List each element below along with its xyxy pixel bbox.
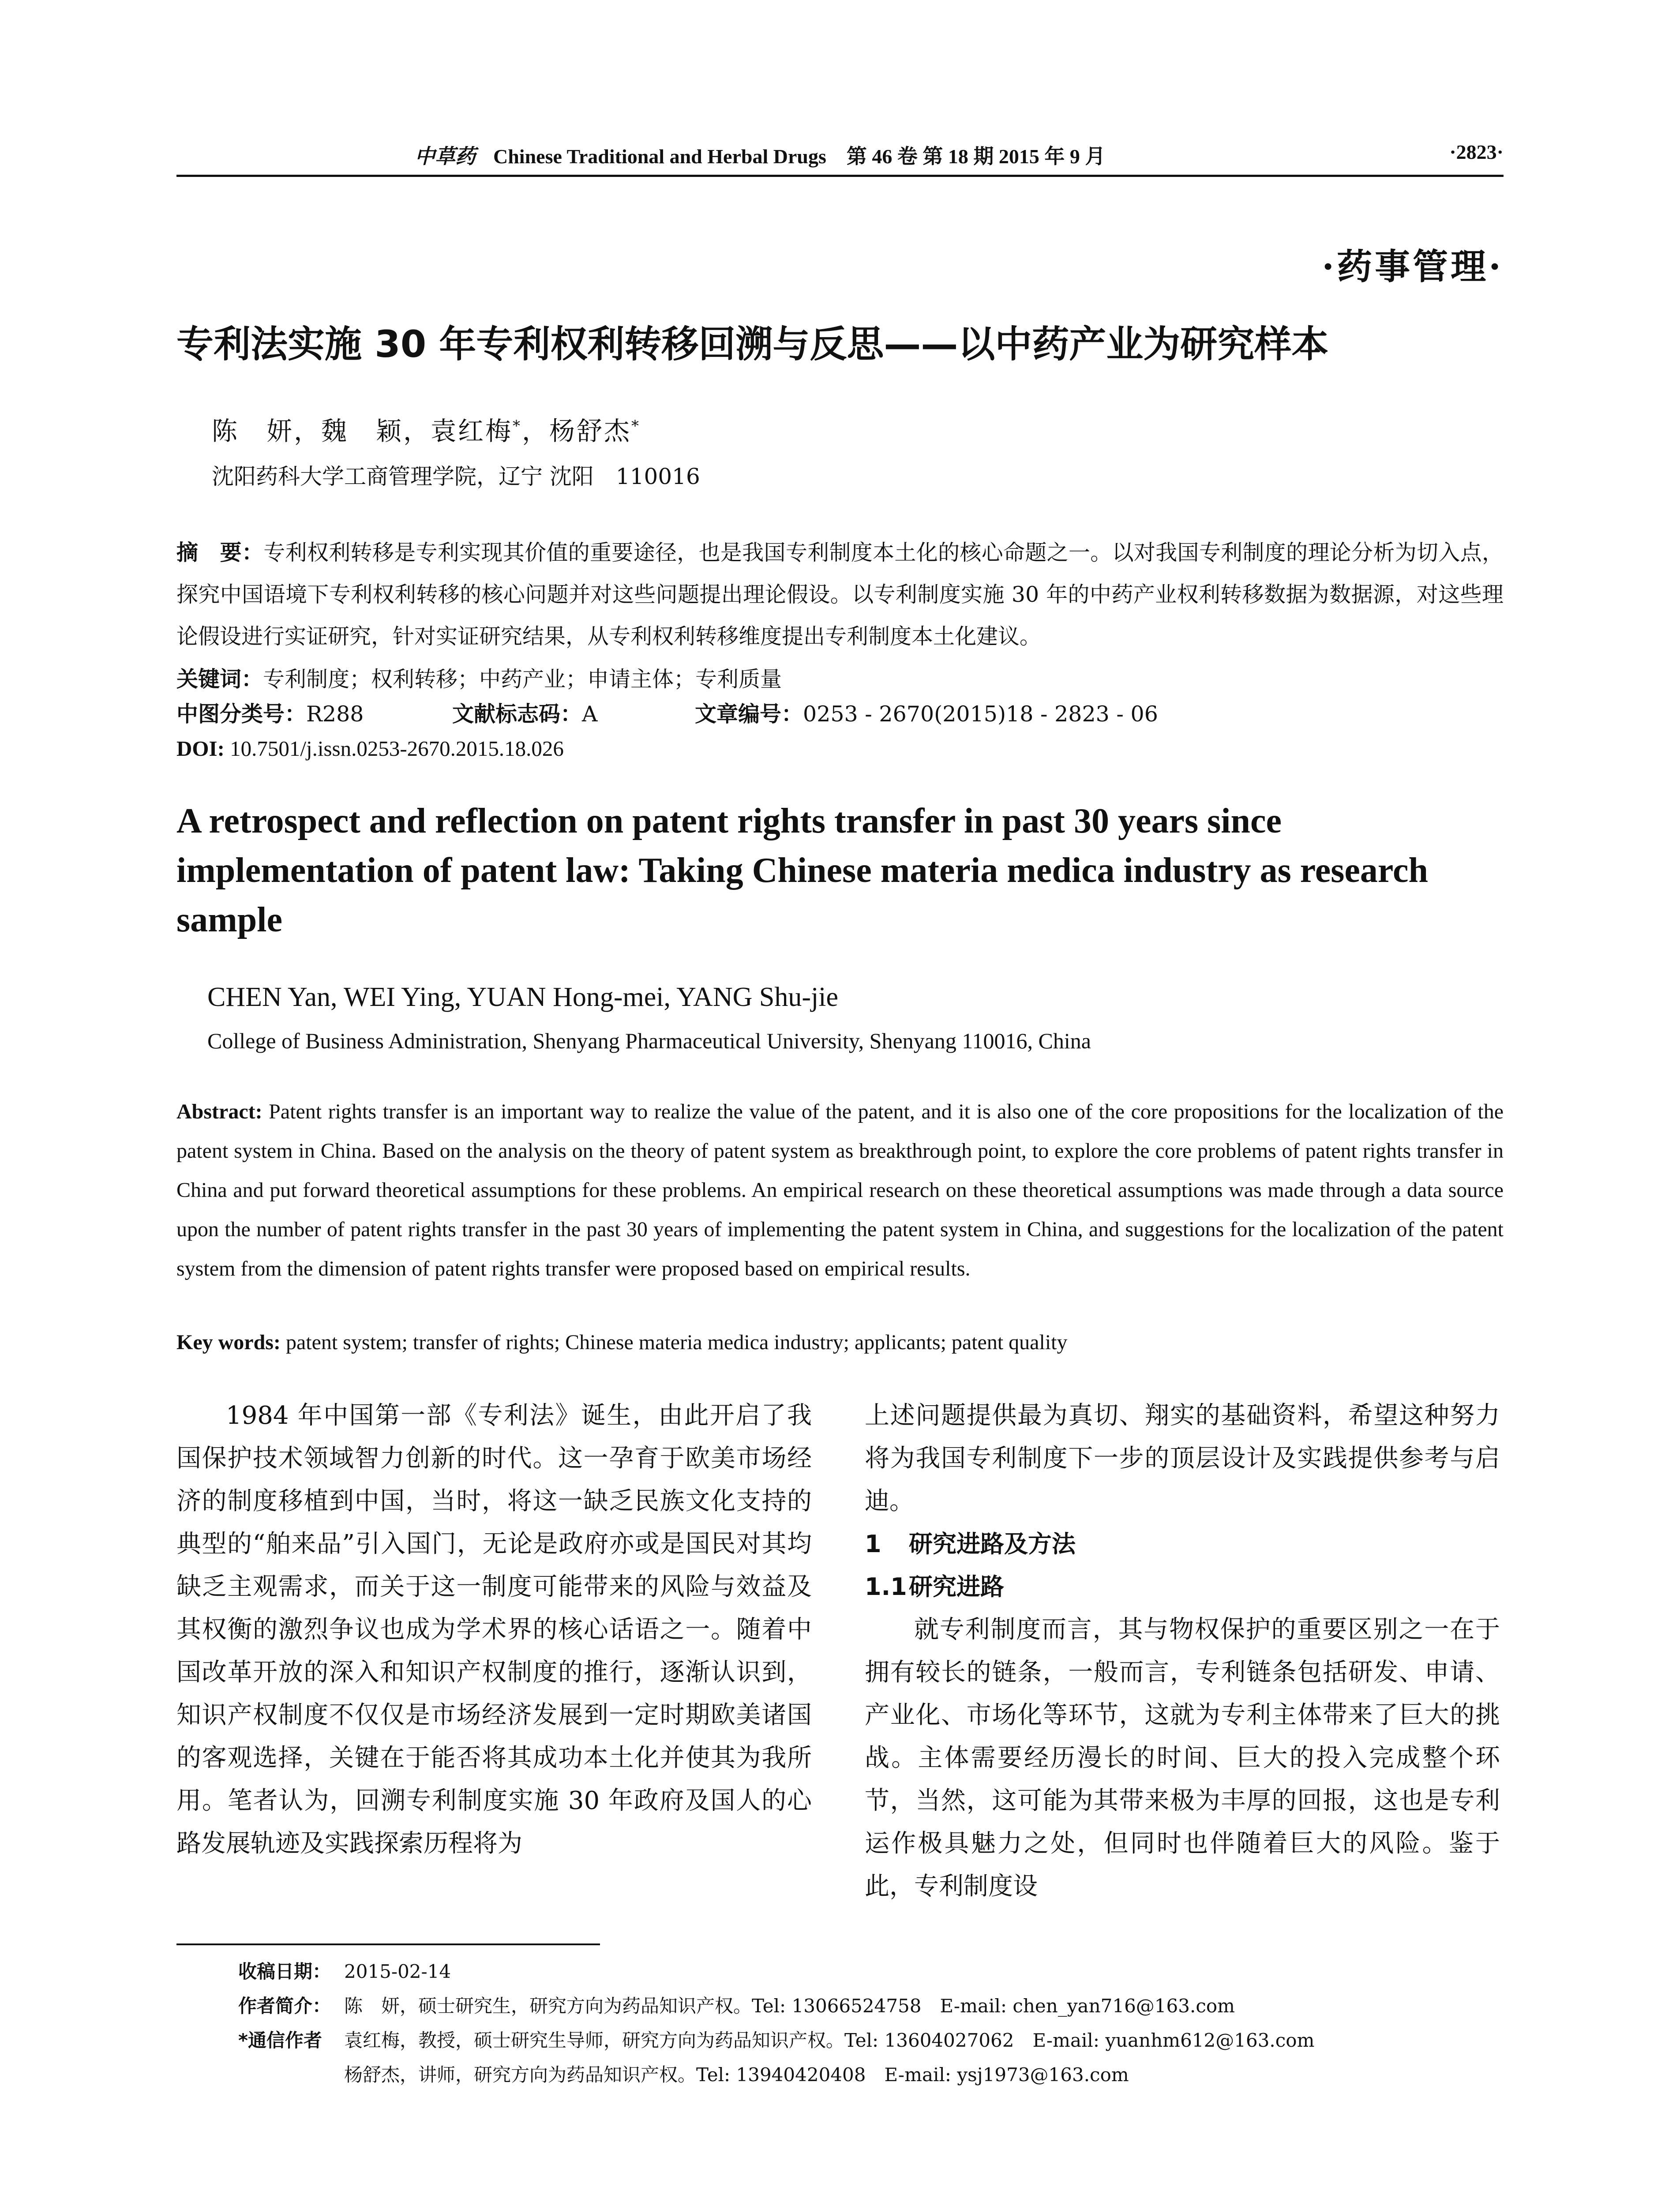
journal-header [415, 140, 1105, 169]
authors-en: CHEN Yan, WEI Ying, YUAN Hong-mei, YANG Shu-jie [207, 982, 838, 1012]
article-label: 文章编号： [695, 702, 803, 727]
title-en: A retrospect and reflection on patent rights transfer in past 30 years since implementation of patent law: Taking Chinese materia medica industry as research sample [176, 802, 1428, 939]
header-rule [176, 175, 1504, 177]
corresponding-mark: * [631, 417, 641, 435]
received-value: 2015-02-14 [344, 1961, 451, 1982]
doccode-label: 文献标志码： [452, 702, 582, 727]
footnotes [238, 1955, 1500, 2092]
corresponding-mark: * [513, 417, 522, 435]
clc-value: R288 [306, 702, 364, 727]
body-paragraph: 上述问题提供最为真切、翔实的基础资料，希望这种努力将为我国专利制度下一步的顶层设计及实践提供参考与启迪。 [865, 1401, 1500, 1516]
clc-label: 中图分类号： [176, 702, 307, 727]
document-code [452, 697, 597, 728]
abstract-en-label: Abstract: [176, 1100, 262, 1123]
article-number [695, 697, 1158, 728]
keywords-en-text: patent system; transfer of rights; Chinese materia medica industry; applicants; patent quality [280, 1331, 1068, 1354]
body-paragraph: 就专利制度而言，其与物权保护的重要区别之一在于拥有较长的链条，一般而言，专利链条包括研发、申请、产业化、市场化等环节，这就为专利主体带来了巨大的挑战。主体需要经历漫长的时间、巨大的投入完成整个环节，当然，这可能为其带来极为丰厚的回报，这也是专利运作极具魅力之处，但同时也伴随着巨大的风险。鉴于此，专利制度设 [865, 1615, 1500, 1901]
corr-value-2: 杨舒杰，讲师，研究方向为药品知识产权。Tel: 13940420408 E-mail: ysj1973@163.com [344, 2064, 1129, 2086]
keywords-cn-text: 专利制度；权利转移；中药产业；申请主体；专利质量 [263, 667, 782, 692]
page-number: ·2823· [1449, 141, 1504, 163]
keywords-cn-label: 关键词： [176, 667, 263, 692]
footnote-rule [176, 1943, 600, 1945]
abstract-cn [176, 532, 1504, 657]
doccode-value: A [582, 702, 598, 727]
section-number: 1 [865, 1530, 881, 1558]
clc-code [176, 697, 364, 728]
authors-cn-names: 陈 妍，魏 颖，袁红梅 [212, 416, 513, 446]
keywords-en [176, 1330, 1504, 1354]
running-header [176, 140, 1504, 180]
corresponding-author [238, 2023, 1500, 2058]
journal-logo: 中草药 [415, 145, 476, 168]
subsection-title: 研究进路 [909, 1573, 1004, 1601]
section-heading-1-1 [865, 1565, 1500, 1608]
authors-cn [212, 410, 641, 447]
affiliation-en: College of Business Administration, Shenyang Pharmaceutical University, Shenyang 110016, China [207, 1028, 1091, 1053]
abstract-cn-text: 专利权利转移是专利实现其价值的重要途径，也是我国专利制度本土化的核心命题之一。以对我国专利制度的理论分析为切入点，探究中国语境下专利权利转移的核心问题并对这些问题提出理论假设。以专利制度实施 30 年的中药产业权利转移数据为数据源，对这些理论假设进行实证研究，针对实证研究结果，从专利权利转移维度提出专利制度本土化建议。 [176, 540, 1504, 649]
doi-label: DOI: [176, 736, 225, 761]
section-heading-1 [865, 1523, 1500, 1565]
body-paragraph: 1984 年中国第一部《专利法》诞生，由此开启了我国保护技术领域智力创新的时代。这一孕育于欧美市场经济的制度移植到中国，当时，将这一缺乏民族文化支持的典型的“舶来品”引入国门，无论是政府亦或是国民对其均缺乏主观需求，而关于这一制度可能带来的风险与效益及其权衡的激烈争议也成为学术界的核心话语之一。随着中国改革开放的深入和知识产权制度的推行，逐渐认识到，知识产权制度不仅仅是市场经济发展到一定时期欧美诸国的客观选择，关键在于能否将其成功本土化并使其为我所用。笔者认为，回溯专利制度实施 30 年政府及国人的心路发展轨迹及实践探索历程将为 [176, 1401, 812, 1858]
abstract-cn-label: 摘 要： [176, 540, 264, 565]
classification-line [176, 697, 1504, 737]
title-cn: 专利法实施 30 年专利权利转移回溯与反思——以中药产业为研究样本 [176, 323, 1329, 366]
authors-cn-names-2: ，杨舒杰 [522, 416, 632, 446]
subsection-number: 1.1 [865, 1573, 907, 1601]
keywords-en-label: Key words: [176, 1331, 281, 1354]
journal-info: Chinese Traditional and Herbal Drugs 第 46 卷 第 18 期 2015 年 9 月 [493, 145, 1106, 168]
section-title: 研究进路及方法 [909, 1530, 1076, 1558]
bio-label: 作者简介： [238, 1995, 331, 2017]
abstract-en [176, 1092, 1504, 1288]
doi-value: 10.7501/j.issn.0253-2670.2015.18.026 [224, 736, 564, 761]
section-label: ·药事管理· [1322, 246, 1504, 287]
body-column-left [176, 1394, 812, 1865]
doi-line [176, 736, 564, 761]
corr-label: *通信作者 [238, 2030, 322, 2051]
corresponding-author-2 [238, 2058, 1500, 2092]
received-date [238, 1955, 1500, 1989]
abstract-en-text: Patent rights transfer is an important way to realize the value of the patent, and it is also one of the core propositions for the localization of the patent system in China. Based on the analysis on the theory of patent system as breakthrough point, to explore the core problems of patent rights transfer in China and put forward theoretical assumptions for these problems. An empirical research on these theoretical assumptions was made through a data source upon the number of patent rights transfer in the past 30 years of implementing the patent system in China, and suggestions for the localization of the patent system from the dimension of patent rights transfer were proposed based on empirical results. [176, 1100, 1504, 1280]
author-bio [238, 1989, 1500, 2023]
affiliation-cn: 沈阳药科大学工商管理学院，辽宁 沈阳 110016 [212, 464, 700, 489]
article-value: 0253 - 2670(2015)18 - 2823 - 06 [803, 702, 1158, 727]
keywords-cn [176, 658, 1504, 700]
body-column-right [865, 1394, 1500, 1908]
corr-value-1: 袁红梅，教授，硕士研究生导师，研究方向为药品知识产权。Tel: 13604027062 E-mail: yuanhm612@163.com [344, 2030, 1315, 2051]
bio-value: 陈 妍，硕士研究生，研究方向为药品知识产权。Tel: 13066524758 E-mail: chen_yan716@163.com [344, 1995, 1235, 2017]
received-label: 收稿日期： [238, 1961, 331, 1982]
